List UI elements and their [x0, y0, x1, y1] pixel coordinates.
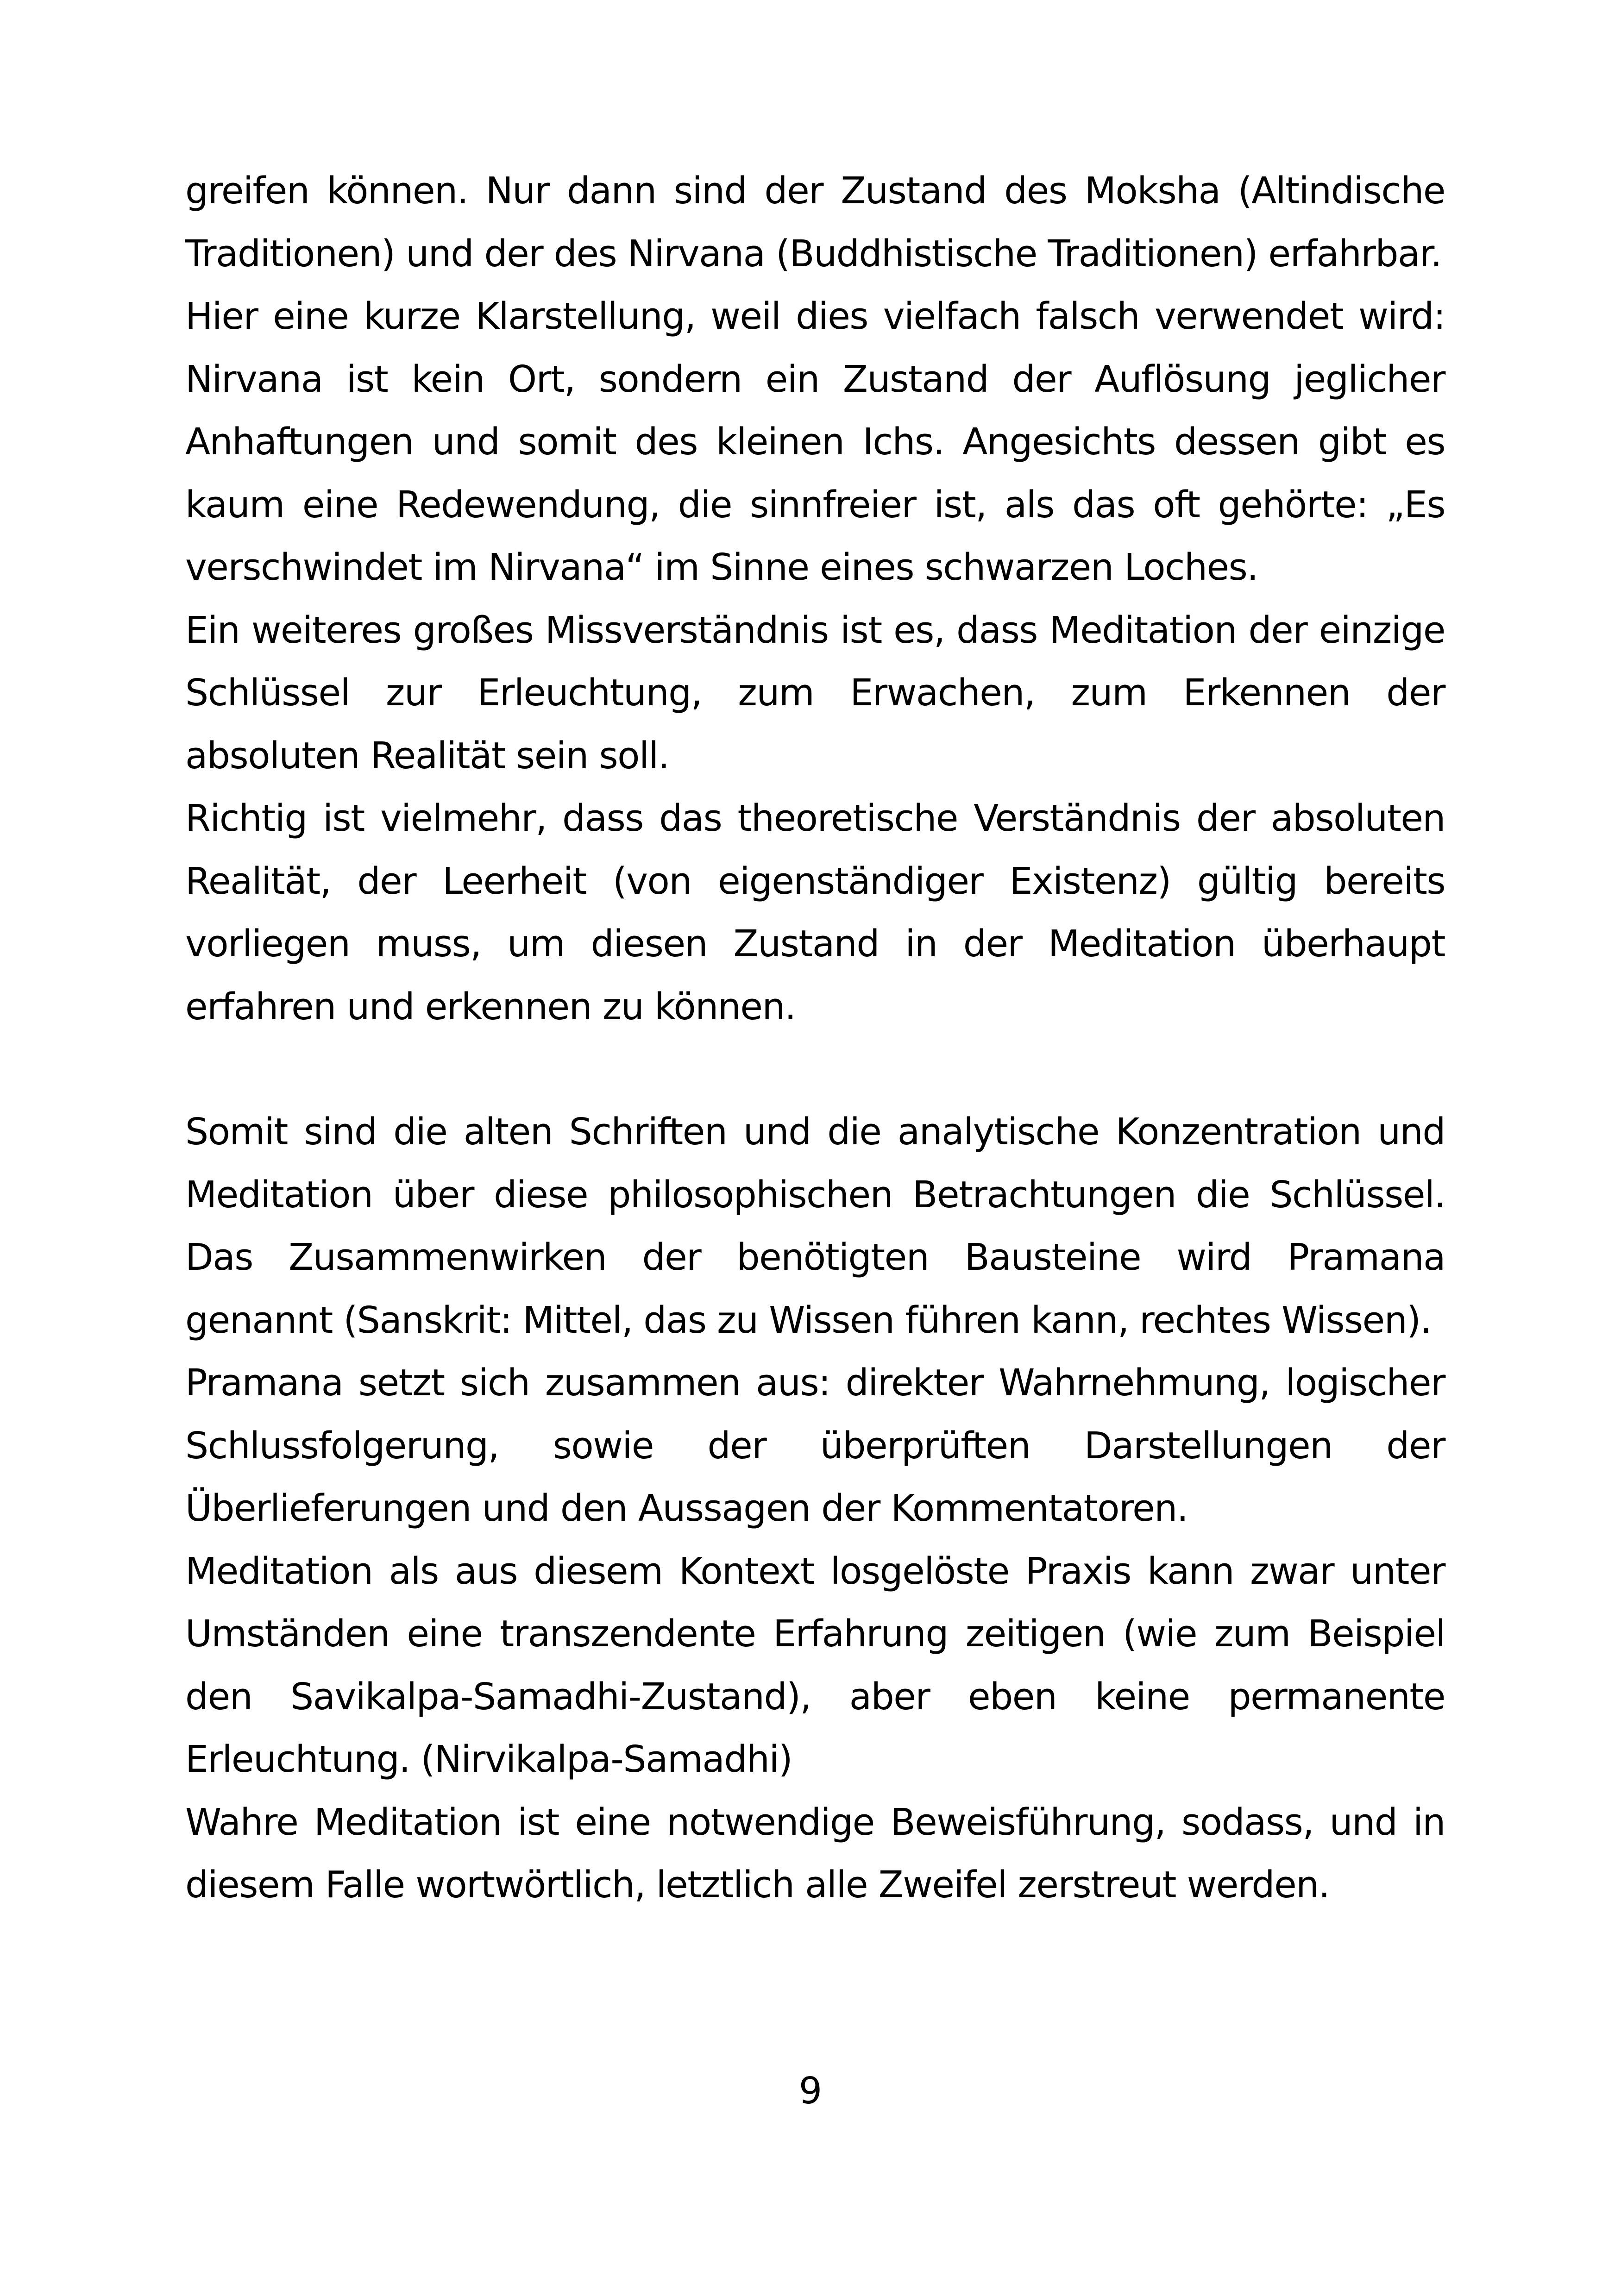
- paragraph-pramana-components: Pramana setzt sich zusammen aus: direkter Wahrnehmung, logischer Schlussfolgerung, sowie der überprüften Darstellungen der Überlieferungen und den Aussagen der Kommentatoren.: [185, 1361, 1445, 1530]
- paragraph-theoretical-understanding: Richtig ist vielmehr, dass das theoretische Verständnis der absoluten Realität, der Leerheit (von eigenständiger Existenz) gültig bereits vorliegen muss, um diesen Zustand in der Meditation überhaupt erfahren und erkennen zu können.: [185, 797, 1445, 1028]
- body-text: [185, 160, 1445, 1917]
- paragraph-meditation-context: Meditation als aus diesem Kontext losgelöste Praxis kann zwar unter Umständen eine transzendente Erfahrung zeitigen (wie zum Beispiel den Savikalpa-Samadhi-Zustand), aber eben keine permanente Erleuchtung. (Nirvikalpa-Samadhi): [185, 1549, 1445, 1781]
- paragraph-true-meditation: Wahre Meditation ist eine notwendige Beweisführung, sodass, und in diesem Falle wortwörtlich, letztlich alle Zweifel zerstreut werden.: [185, 1800, 1445, 1906]
- section-divider: [185, 1038, 1445, 1101]
- paragraph-pramana-intro: Somit sind die alten Schriften und die analytische Konzentration und Meditation über diese philosophischen Betrachtungen die Schlüssel. Das Zusammenwirken der benötigten Bausteine wird Pramana genannt (Sanskrit: Mittel, das zu Wissen führen kann, rechtes Wissen).: [185, 1110, 1445, 1342]
- paragraph-moksha-nirvana: greifen können. Nur dann sind der Zustand des Moksha (Altindische Traditionen) und der des Nirvana (Buddhistische Traditionen) erfahrbar.: [185, 169, 1445, 275]
- paragraph-misunderstanding: Ein weiteres großes Missverständnis ist es, dass Meditation der einzige Schlüssel zur Erleuchtung, zum Erwachen, zum Erkennen der absoluten Realität sein soll.: [185, 609, 1445, 777]
- page-number: 9: [798, 2070, 823, 2112]
- paragraph-nirvana-clarification: Hier eine kurze Klarstellung, weil dies vielfach falsch verwendet wird: Nirvana ist kein Ort, sondern ein Zustand der Auflösung jeglicher Anhaftungen und somit des kleinen Ichs. Angesichts dessen gibt es kaum eine Redewendung, die sinnfreier ist, als das oft gehörte: „Es verschwindet im Nirvana“ im Sinne eines schwarzen Loches.: [185, 295, 1445, 589]
